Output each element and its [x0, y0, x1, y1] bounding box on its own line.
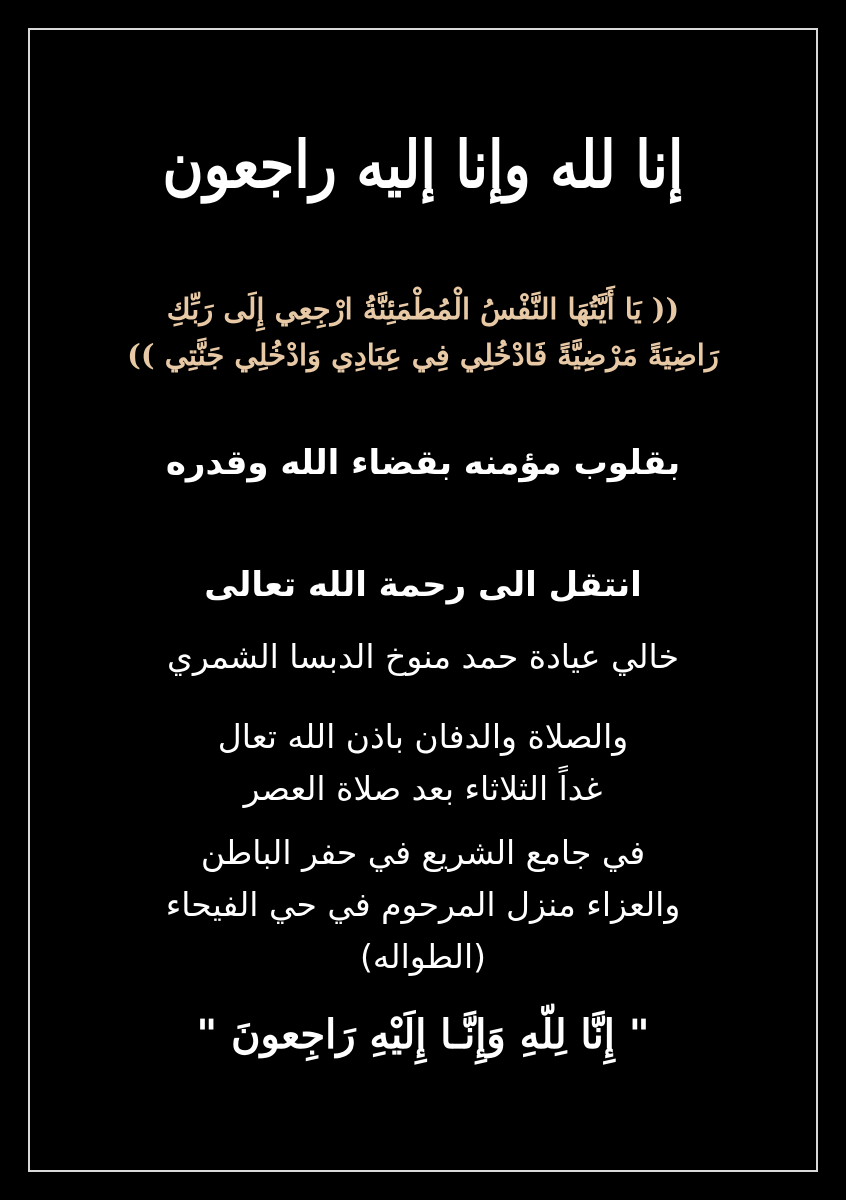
- prayer-announcement: والصلاة والدفان باذن الله تعال: [217, 717, 629, 756]
- deceased-name: خالي عيادة حمد منوخ الدبسا الشمري: [167, 637, 679, 676]
- condolence-location: والعزاء منزل المرحوم في حي الفيحاء: [165, 885, 681, 924]
- faith-heading: بقلوب مؤمنه بقضاء الله وقدره: [165, 443, 681, 483]
- quran-verse-line-1: (( يَا أَيَّتُهَا النَّفْسُ الْمُطْمَئِنَّةُ ارْجِعِي إِلَى رَبِّكِ: [166, 292, 680, 326]
- prayer-time: غداً الثلاثاء بعد صلاة العصر: [243, 769, 603, 808]
- closing-verse: " إِنَّا لِلّهِ وَإِنَّـا إِلَيْهِ رَاجِعونَ ": [196, 1011, 650, 1058]
- prayer-location: في جامع الشريع في حفر الباطن: [200, 833, 646, 872]
- condolence-district: (الطواله): [359, 937, 486, 976]
- quran-verse-line-2: رَاضِيَةً مَرْضِيَّةً فَادْخُلِي فِي عِبَادِي وَادْخُلِي جَنَّتِي )): [127, 338, 719, 372]
- calligraphy-title: إنا لله وإنا إليه راجعون: [162, 127, 684, 203]
- passed-away-heading: انتقل الى رحمة الله تعالى: [204, 565, 642, 605]
